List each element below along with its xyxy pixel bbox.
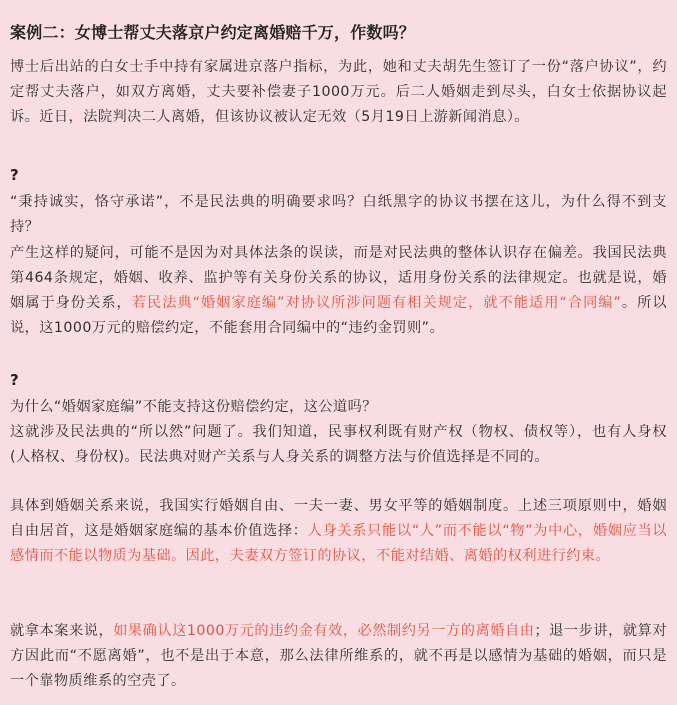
- answer-1-part2: 。所以说，这1000万元的赔偿约定，不能套用合同编中的“违约金罚则”。: [10, 295, 667, 336]
- question-2-text: 为什么“婚姻家庭编”不能支持这份赔偿约定，这公道吗？: [10, 399, 377, 415]
- article-title: 案例二：女博士帮丈夫落京户约定离婚赔千万，作数吗？: [10, 23, 416, 42]
- question-mark-1: ?: [10, 166, 19, 184]
- question-1-text: “秉持诚实，恪守承诺”，不是民法典的明确要求吗？白纸黑字的协议书摆在这儿，为什么得不到支持？: [10, 194, 667, 235]
- case-analysis-paragraph: [10, 619, 667, 694]
- answer-1-highlight: 若民法典“婚姻家庭编”对协议所涉问题有相关规定，就不能适用“合同编”: [131, 295, 622, 311]
- principles-part1: 具体到婚姻关系来说，我国实行婚姻自由、一夫一妻、男女平等的婚姻制度。上述三项原则中，婚姻自由居首，这是婚姻家庭编的基本价值选择：: [10, 498, 667, 539]
- principles-highlight: 人身关系只能以“人”而不能以“物”为中心，婚姻应当以感情而不能以物质为基础。因此，夫妻双方签订的协议，不能对结婚、离婚的权利进行约束。: [10, 523, 667, 564]
- answer-1-part1: 产生这样的疑问，可能不是因为对具体法条的误读，而是对民法典的整体认识存在偏差。我国民法典第464条规定，婚姻、收养、监护等有关身份关系的协议，适用身份关系的法律规定。也就是说，婚姻属于身份关系，: [10, 245, 667, 311]
- question-mark-2: ?: [10, 371, 19, 389]
- answer-2-paragraph: 这就涉及民法典的“所以然”问题了。我们知道，民事权利既有财产权（物权、债权等），也有人身权(人格权、身份权)。民法典对财产关系与人身关系的调整方法与价值选择是不同的。: [10, 424, 667, 465]
- principles-paragraph: [10, 494, 667, 569]
- case-analysis-part1: 就拿本案来说，: [10, 623, 114, 639]
- case-analysis-highlight: 如果确认这1000万元的违约金有效，必然制约另一方的离婚自由: [113, 623, 535, 639]
- case-paragraph: 博士后出站的白女士手中持有家属进京落户指标，为此，她和丈夫胡先生签订了一份“落户协议”，约定帮丈夫落户，如双方离婚，丈夫要补偿妻子1000万元。后二人婚姻走到尽头，白女士依据协议起诉。近日，法院判决二人离婚，但该协议被认定无效（5月19日上游新闻消息）。: [10, 59, 667, 125]
- case-analysis-part2: ；退一步讲，就算对方因此而“不愿离婚”，也不是出于本意，那么法律所维系的，就不再是以感情为基础的婚姻，而只是一个靠物质维系的空壳了。: [10, 623, 667, 689]
- answer-1-paragraph: [10, 241, 667, 341]
